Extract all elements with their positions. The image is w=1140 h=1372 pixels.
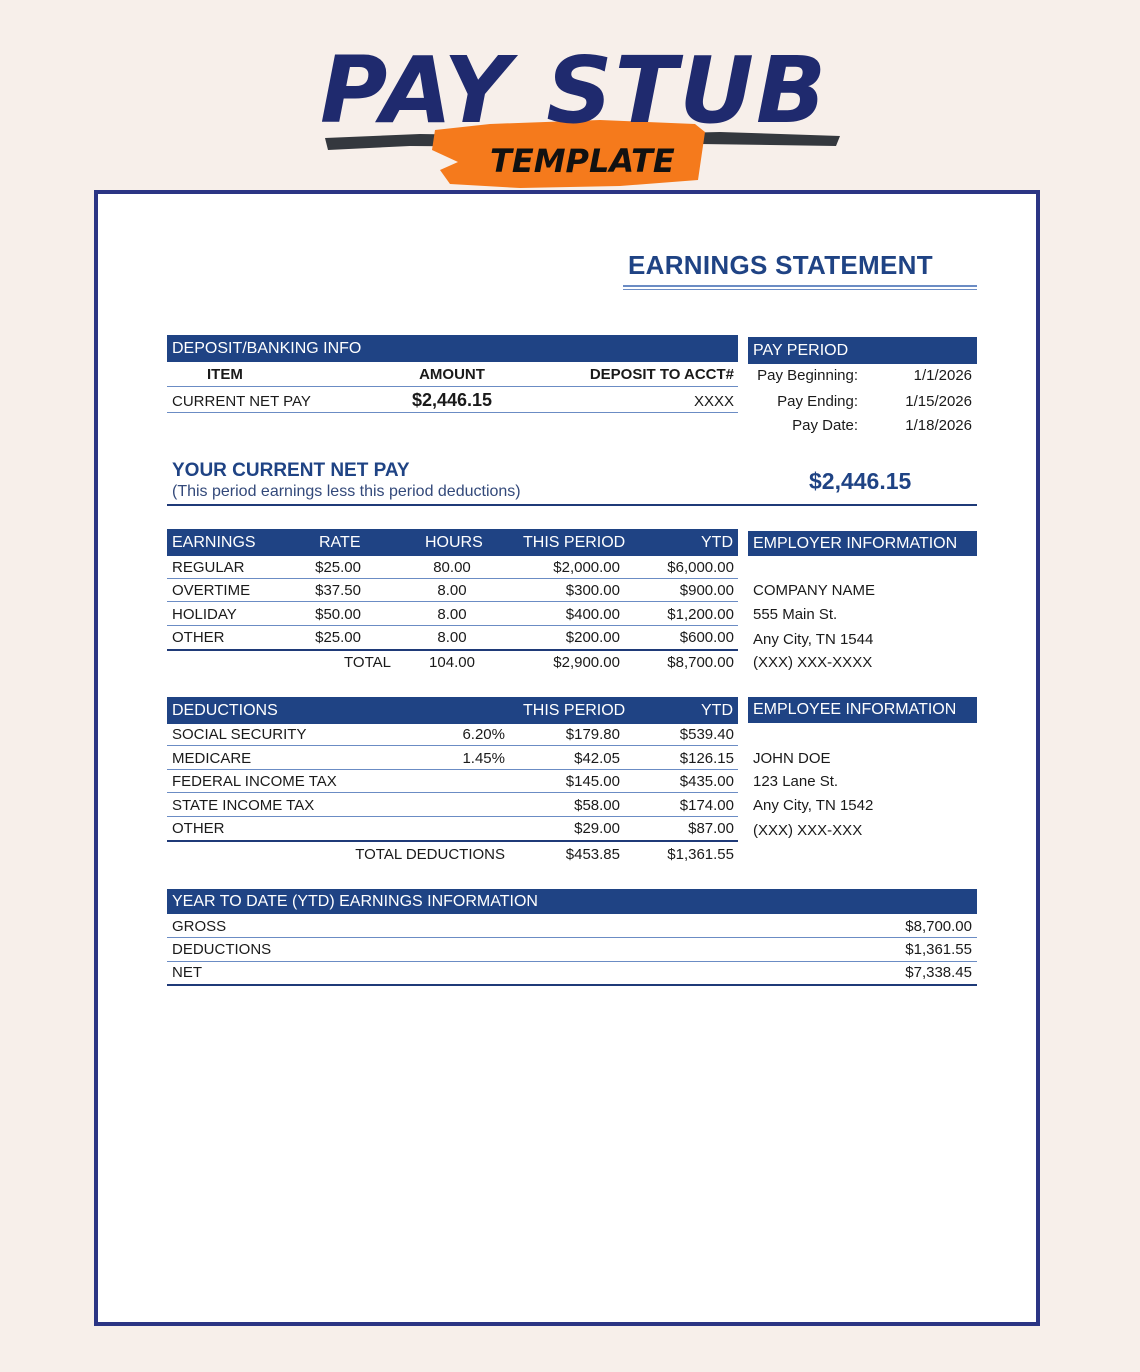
deduction-row-label: STATE INCOME TAX <box>172 797 315 814</box>
ytd-row-label: DEDUCTIONS <box>172 941 272 958</box>
earnings-row-label: REGULAR <box>172 559 245 576</box>
deductions-total-period: $453.85 <box>565 846 620 863</box>
earnings-total-period: $2,900.00 <box>553 654 620 671</box>
earnings-total-hours: 104.00 <box>429 654 475 671</box>
deduction-row-period: $42.05 <box>574 750 620 767</box>
deduction-row-label: SOCIAL SECURITY <box>172 726 307 743</box>
deduction-row-rate: 1.45% <box>462 750 505 767</box>
deductions-col-ytd: YTD <box>701 702 733 719</box>
pay-date-value: 1/18/2026 <box>905 417 972 434</box>
earnings-row-period: $200.00 <box>565 629 620 646</box>
ytd-row-value: $8,700.00 <box>905 918 972 935</box>
earnings-row-label: OTHER <box>172 629 225 646</box>
deposit-col-acct: DEPOSIT TO ACCT# <box>589 366 734 383</box>
ytd-row-label: GROSS <box>172 918 227 935</box>
deduction-row-ytd: $87.00 <box>688 820 734 837</box>
pay-ending-label: Pay Ending: <box>777 393 858 410</box>
deduction-row-label: FEDERAL INCOME TAX <box>172 773 337 790</box>
pay-period-heading: PAY PERIOD <box>748 337 977 364</box>
ytd-row-value: $7,338.45 <box>905 964 972 981</box>
employer-city: Any City, TN 1544 <box>753 631 874 648</box>
ytd-heading: YEAR TO DATE (YTD) EARNINGS INFORMATION <box>167 889 977 914</box>
deductions-total-label: TOTAL DEDUCTIONS <box>355 846 505 863</box>
deduction-row-ytd: $435.00 <box>679 773 734 790</box>
deposit-row-acct: XXXX <box>693 393 734 410</box>
earnings-col-this-period: THIS PERIOD <box>523 534 626 551</box>
earnings-row-rate: $25.00 <box>315 629 361 646</box>
deduction-row-ytd: $126.15 <box>679 750 734 767</box>
deduction-row-ytd: $174.00 <box>679 797 734 814</box>
earnings-row-ytd: $1,200.00 <box>667 606 734 623</box>
deductions-header <box>167 697 738 724</box>
ytd-row-value: $1,361.55 <box>905 941 972 958</box>
employer-phone: (XXX) XXX-XXXX <box>753 654 873 671</box>
earnings-col-ytd: YTD <box>701 534 733 551</box>
net-pay-amount: $2,446.15 <box>809 468 912 494</box>
deduction-row-label: OTHER <box>172 820 225 837</box>
earnings-row-hours: 8.00 <box>437 582 467 599</box>
employee-phone: (XXX) XXX-XXX <box>753 822 863 839</box>
earnings-col-rate: RATE <box>319 534 361 551</box>
employer-street: 555 Main St. <box>753 606 838 623</box>
earnings-row-hours: 80.00 <box>433 559 471 576</box>
earnings-row-ytd: $6,000.00 <box>667 559 734 576</box>
pay-beginning-label: Pay Beginning: <box>757 367 858 384</box>
deposit-row-amount: $2,446.15 <box>411 390 493 410</box>
deposit-col-item: ITEM <box>207 366 243 383</box>
net-pay-subtitle: (This period earnings less this period deductions) <box>172 483 521 500</box>
earnings-header <box>167 529 738 556</box>
earnings-row-ytd: $600.00 <box>679 629 734 646</box>
deduction-row-period: $58.00 <box>574 797 620 814</box>
deduction-row-ytd: $539.40 <box>679 726 734 743</box>
earnings-col-earnings: EARNINGS <box>172 534 256 551</box>
deductions-col-deductions: DEDUCTIONS <box>172 702 278 719</box>
deposit-heading: DEPOSIT/BANKING INFO <box>167 335 738 362</box>
pay-beginning-value: 1/1/2026 <box>913 367 972 384</box>
earnings-col-hours: HOURS <box>425 534 483 551</box>
earnings-row-rate: $50.00 <box>315 606 361 623</box>
employee-heading: EMPLOYEE INFORMATION <box>748 697 977 723</box>
earnings-total-ytd: $8,700.00 <box>667 654 734 671</box>
employee-city: Any City, TN 1542 <box>753 797 874 814</box>
pay-date-label: Pay Date: <box>792 417 858 434</box>
pay-stub-title-logo <box>300 20 860 200</box>
earnings-row-label: OVERTIME <box>172 582 251 599</box>
employer-name: COMPANY NAME <box>753 582 875 599</box>
earnings-row-period: $400.00 <box>565 606 620 623</box>
earnings-statement-title: EARNINGS STATEMENT <box>628 250 933 280</box>
employee-street: 123 Lane St. <box>753 773 839 790</box>
pay-ending-value: 1/15/2026 <box>905 393 972 410</box>
earnings-row-rate: $37.50 <box>315 582 361 599</box>
title-pay-stub: PAY STUB <box>320 37 829 144</box>
earnings-row-ytd: $900.00 <box>679 582 734 599</box>
title-rule <box>623 285 977 287</box>
earnings-row-hours: 8.00 <box>437 606 467 623</box>
title-template: TEMPLATE <box>490 142 675 180</box>
earnings-row-period: $2,000.00 <box>553 559 620 576</box>
deposit-col-amount: AMOUNT <box>419 366 485 383</box>
ytd-row-label: NET <box>172 964 202 981</box>
employer-heading: EMPLOYER INFORMATION <box>748 531 977 556</box>
deposit-row-item: CURRENT NET PAY <box>172 393 311 410</box>
title-rule-2 <box>623 289 977 290</box>
deductions-col-this-period: THIS PERIOD <box>523 702 626 719</box>
earnings-row-hours: 8.00 <box>437 629 467 646</box>
earnings-row-rate: $25.00 <box>315 559 361 576</box>
earnings-row-label: HOLIDAY <box>172 606 237 623</box>
deductions-total-ytd: $1,361.55 <box>667 846 734 863</box>
deduction-row-period: $29.00 <box>574 820 620 837</box>
deduction-row-rate: 6.20% <box>462 726 505 743</box>
deduction-row-period: $179.80 <box>565 726 620 743</box>
employee-name: JOHN DOE <box>753 750 831 767</box>
deduction-row-period: $145.00 <box>565 773 620 790</box>
net-pay-title: YOUR CURRENT NET PAY <box>172 460 410 481</box>
earnings-row-period: $300.00 <box>565 582 620 599</box>
earnings-total-label: TOTAL <box>344 654 391 671</box>
deduction-row-label: MEDICARE <box>172 750 252 767</box>
